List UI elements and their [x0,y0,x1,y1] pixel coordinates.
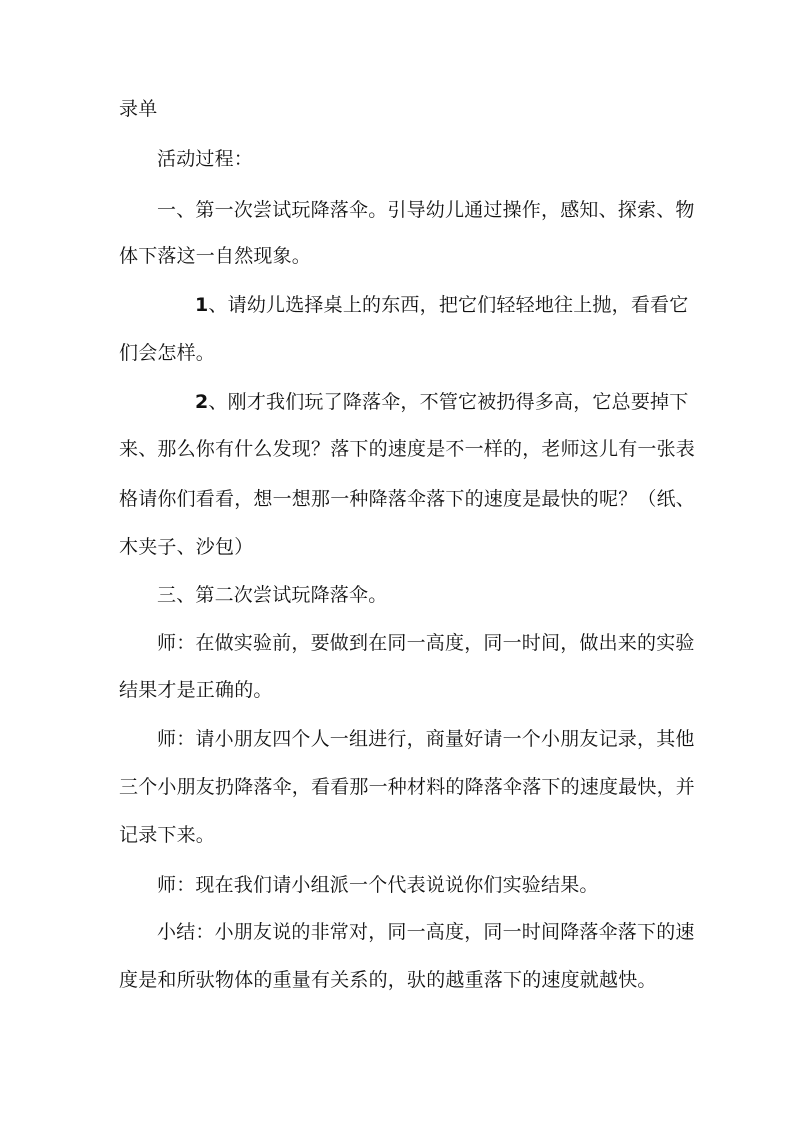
heading-fragment: 录单 [119,98,158,120]
teacher-two-line-3: 记录下来。 [119,824,216,846]
summary-line-1: 小结：小朋友说的非常对，同一高度，同一时间降落伞落下的速 [157,921,695,943]
section-title: 活动过程： [157,148,254,170]
teacher-two-line-1: 师：请小朋友四个人一组进行，商量好请一个小朋友记录，其他 [157,728,695,750]
step-one-line-1: 一、第一次尝试玩降落伞。引导幼儿通过操作，感知、探索、物 [157,199,695,221]
teacher-two-line-2: 三个小朋友扔降落伞，看看那一种材料的降落伞落下的速度最快，并 [119,776,696,798]
item-one-line-2: 们会怎样。 [119,342,216,364]
item-one-number: 1 [195,294,209,316]
teacher-three: 师：现在我们请小组派一个代表说说你们实验结果。 [157,874,599,896]
item-two-line-4: 木夹子、沙包） [119,536,254,558]
item-two-number: 2 [195,391,209,413]
step-three: 三、第二次尝试玩降落伞。 [157,584,388,606]
summary-line-2: 度是和所驮物体的重量有关系的，驮的越重落下的速度就越快。 [119,969,657,991]
item-two-text: 、刚才我们玩了降落伞，不管它被扔得多高，它总要掉下 [208,391,689,413]
item-two-line-3: 格请你们看看，想一想那一种降落伞落下的速度是最快的呢？（纸、 [119,488,696,510]
step-one-line-2: 体下落这一自然现象。 [119,245,312,267]
item-one-line-1 [195,293,688,317]
item-one-text: 、请幼儿选择桌上的东西，把它们轻轻地往上抛，看看它 [208,294,689,316]
teacher-one-line-2: 结果才是正确的。 [119,679,273,701]
teacher-one-line-1: 师：在做实验前，要做到在同一高度，同一时间，做出来的实验 [157,632,695,654]
item-two-line-2: 来、那么你有什么发现？落下的速度是不一样的，老师这儿有一张表 [119,438,696,460]
item-two-line-1 [195,390,688,414]
